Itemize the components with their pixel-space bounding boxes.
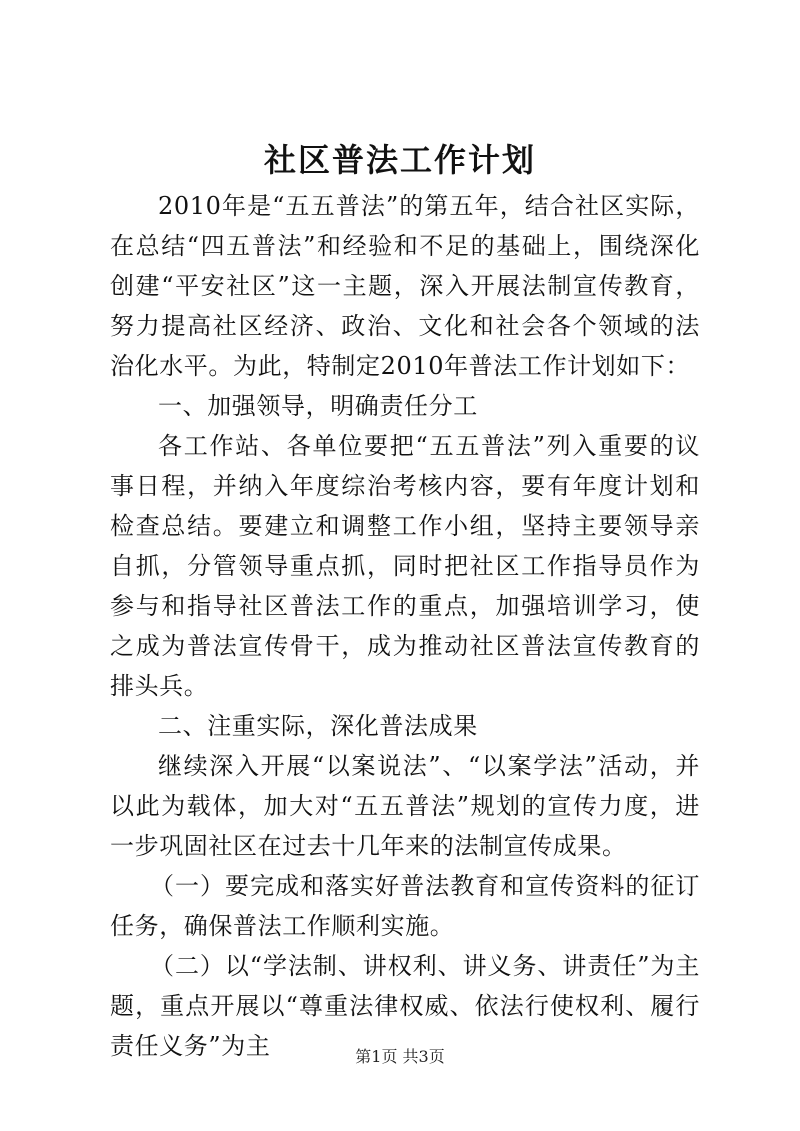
intro-paragraph: 2010年是“五五普法”的第五年，结合社区实际，在总结“四五普法”和经验和不足的基础上，围绕深化创建“平安社区”这一主题，深入开展法制宣传教育，努力提高社区经济、政治、文化和社会各个领域的法治化水平。为此，特制定2010年普法工作计划如下： <box>110 192 700 380</box>
page-footer: 第1页 共3页 <box>355 1047 445 1066</box>
section-heading-2: 二、注重实际，深化普法成果 <box>158 712 478 740</box>
section-1-paragraph: 各工作站、各单位要把“五五普法”列入重要的议事日程，并纳入年度综治考核内容，要有年度计划和检查总结。要建立和调整工作小组，坚持主要领导亲自抓，分管领导重点抓，同时把社区工作指导员作为参与和指导社区普法工作的重点，加强培训学习，使之成为普法宣传骨干，成为推动社区普法宣传教育的排头兵。 <box>110 432 700 700</box>
document-body <box>110 186 700 1066</box>
sub-item-1: （一）要完成和落实好普法教育和宣传资料的征订任务，确保普法工作顺利实施。 <box>110 872 700 940</box>
sub-item-2: （二）以“学法制、讲权利、讲义务、讲责任”为主题，重点开展以“尊重法律权威、依法行使权利、履行责任义务”为主 <box>110 952 700 1060</box>
document-title: 社区普法工作计划 <box>263 141 536 179</box>
section-2-paragraph: 继续深入开展“以案说法”、“以案学法”活动，并以此为载体，加大对“五五普法”规划的宣传力度，进一步巩固社区在过去十几年来的法制宣传成果。 <box>110 752 700 860</box>
section-heading-1: 一、加强领导，明确责任分工 <box>158 392 478 420</box>
